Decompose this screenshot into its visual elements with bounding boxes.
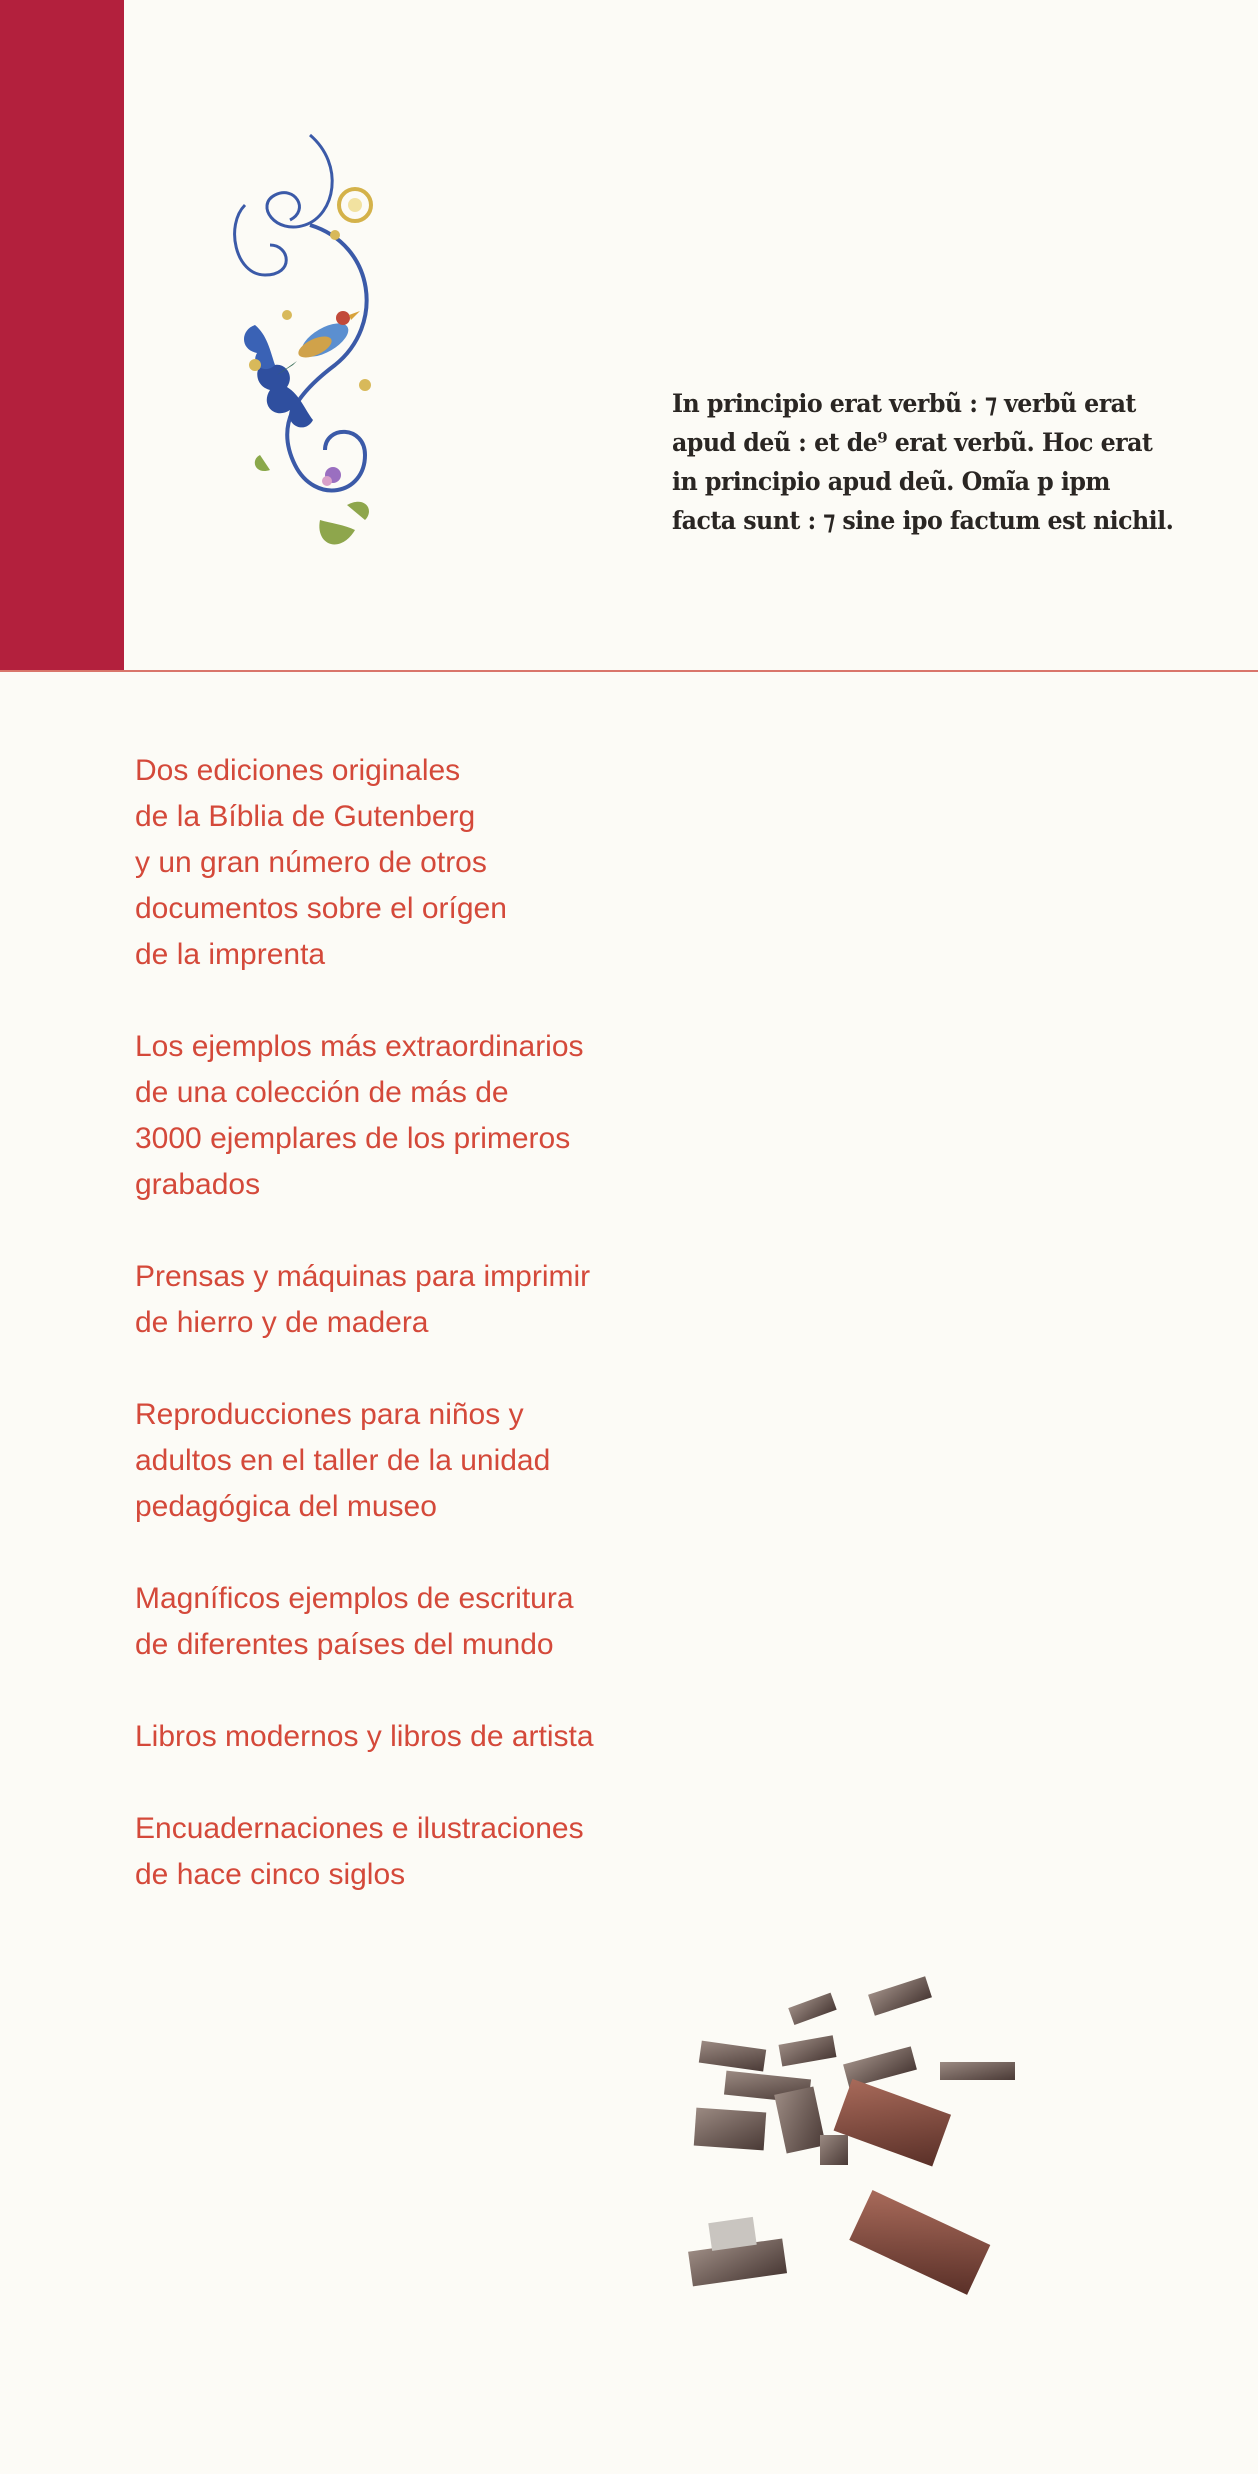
feature-item: Dos ediciones originales de la Bíblia de Gutenberg y un gran número de otros documentos sobre el orígen de la imprenta (135, 754, 507, 971)
verse-line: in principio apud deũ. Omĩa p ipm (672, 467, 1110, 497)
header-divider (0, 670, 1258, 672)
gutenberg-verse (672, 385, 1174, 541)
verse-line: apud deũ : et de⁹ erat verbũ. Hoc erat (672, 428, 1153, 458)
feature-item: Los ejemplos más extraordinarios de una colección de más de 3000 ejemplares de los primeros grabados (135, 1030, 584, 1201)
museum-features-list (135, 748, 735, 1944)
verse-line: facta sunt : ⁊ sine ipo factum est nichil. (672, 506, 1174, 536)
illuminated-ornament-icon (215, 125, 400, 565)
red-accent-band (0, 0, 124, 672)
movable-type-icon (680, 1970, 1040, 2320)
feature-item: Reproducciones para niños y adultos en el taller de la unidad pedagógica del museo (135, 1398, 551, 1523)
feature-item: Encuadernaciones e ilustraciones de hace cinco siglos (135, 1812, 584, 1891)
verse-line: In principio erat verbũ : ⁊ verbũ erat (672, 389, 1136, 419)
feature-item: Magníficos ejemplos de escritura de diferentes países del mundo (135, 1582, 574, 1661)
feature-item: Prensas y máquinas para imprimir de hierro y de madera (135, 1260, 591, 1339)
feature-item: Libros modernos y libros de artista (135, 1720, 594, 1753)
